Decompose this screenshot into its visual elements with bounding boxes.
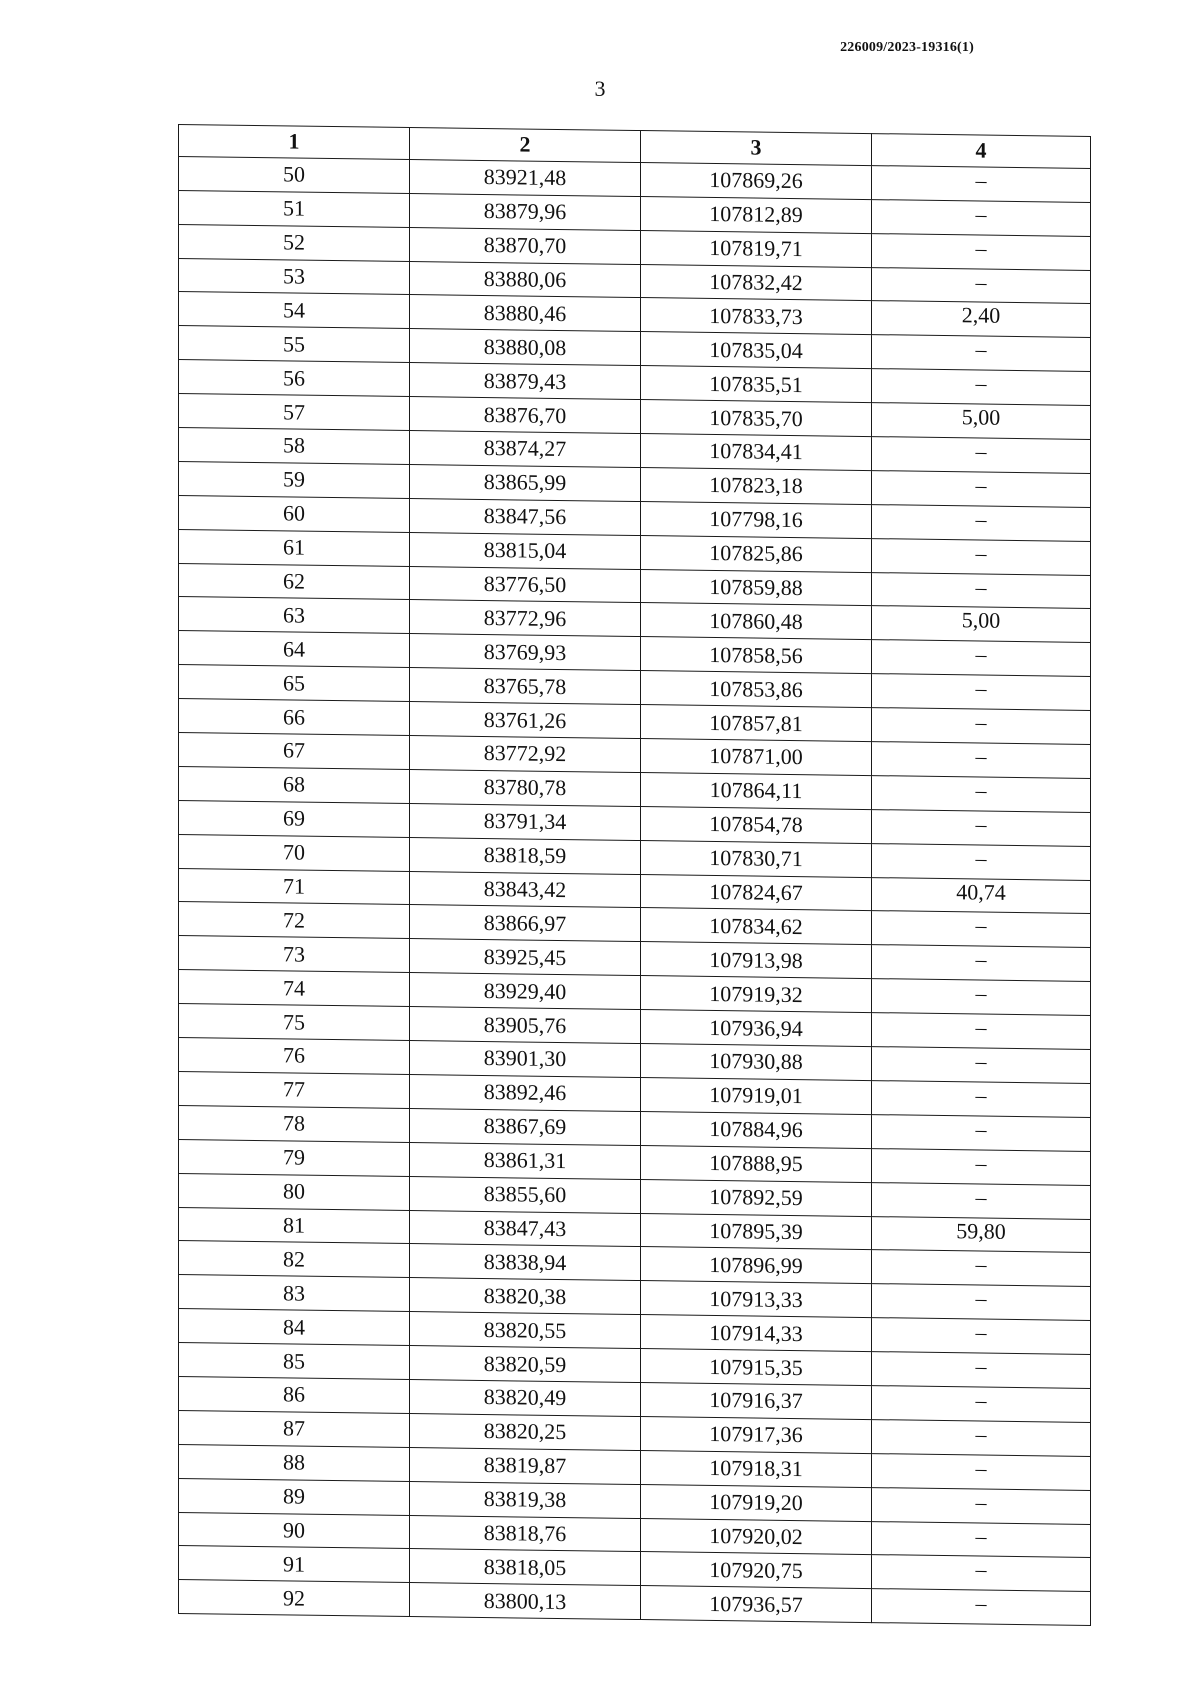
cell-y-coordinate: 107833,73 xyxy=(641,298,872,335)
cell-y-coordinate: 107812,89 xyxy=(641,196,872,233)
cell-point-number: 66 xyxy=(179,699,410,736)
cell-y-coordinate: 107857,81 xyxy=(641,705,872,742)
cell-point-number: 78 xyxy=(179,1105,410,1142)
cell-point-number: 91 xyxy=(179,1546,410,1583)
cell-point-number: 86 xyxy=(179,1376,410,1413)
cell-y-coordinate: 107918,31 xyxy=(641,1450,872,1487)
cell-x-coordinate: 83820,25 xyxy=(410,1413,641,1450)
cell-distance: 2,40 xyxy=(872,301,1091,338)
cell-y-coordinate: 107936,94 xyxy=(641,1010,872,1047)
cell-x-coordinate: 83925,45 xyxy=(410,939,641,976)
cell-point-number: 50 xyxy=(179,156,410,193)
cell-y-coordinate: 107930,88 xyxy=(641,1044,872,1081)
cell-y-coordinate: 107869,26 xyxy=(641,162,872,199)
cell-x-coordinate: 83772,92 xyxy=(410,736,641,773)
cell-point-number: 84 xyxy=(179,1309,410,1346)
cell-point-number: 76 xyxy=(179,1038,410,1075)
cell-point-number: 64 xyxy=(179,631,410,668)
cell-point-number: 68 xyxy=(179,766,410,803)
cell-y-coordinate: 107830,71 xyxy=(641,840,872,877)
cell-distance: – xyxy=(872,1453,1091,1490)
cell-y-coordinate: 107888,95 xyxy=(641,1145,872,1182)
cell-x-coordinate: 83870,70 xyxy=(410,227,641,264)
cell-point-number: 69 xyxy=(179,800,410,837)
cell-distance: – xyxy=(872,1013,1091,1050)
coordinates-table-container xyxy=(178,124,1090,1626)
cell-distance: – xyxy=(872,1182,1091,1219)
cell-distance: 5,00 xyxy=(872,403,1091,440)
header-col-1: 1 xyxy=(179,125,410,160)
cell-x-coordinate: 83838,94 xyxy=(410,1244,641,1281)
cell-y-coordinate: 107824,67 xyxy=(641,874,872,911)
cell-distance: – xyxy=(872,1589,1091,1626)
cell-distance: – xyxy=(872,437,1091,474)
cell-y-coordinate: 107834,41 xyxy=(641,434,872,471)
cell-x-coordinate: 83818,05 xyxy=(410,1549,641,1586)
cell-distance: – xyxy=(872,538,1091,575)
cell-point-number: 51 xyxy=(179,190,410,227)
cell-distance: – xyxy=(872,1284,1091,1321)
cell-point-number: 57 xyxy=(179,394,410,431)
cell-point-number: 60 xyxy=(179,495,410,532)
cell-point-number: 70 xyxy=(179,834,410,871)
cell-distance: 40,74 xyxy=(872,877,1091,914)
cell-point-number: 53 xyxy=(179,258,410,295)
cell-point-number: 75 xyxy=(179,1004,410,1041)
cell-x-coordinate: 83929,40 xyxy=(410,973,641,1010)
cell-distance: – xyxy=(872,1352,1091,1389)
cell-distance: – xyxy=(872,1419,1091,1456)
cell-distance: – xyxy=(872,843,1091,880)
cell-x-coordinate: 83921,48 xyxy=(410,159,641,196)
cell-y-coordinate: 107835,70 xyxy=(641,400,872,437)
cell-x-coordinate: 83847,56 xyxy=(410,498,641,535)
cell-distance: – xyxy=(872,945,1091,982)
cell-point-number: 83 xyxy=(179,1275,410,1312)
cell-x-coordinate: 83819,38 xyxy=(410,1481,641,1518)
cell-x-coordinate: 83819,87 xyxy=(410,1447,641,1484)
cell-distance: – xyxy=(872,267,1091,304)
cell-y-coordinate: 107920,02 xyxy=(641,1518,872,1555)
cell-x-coordinate: 83865,99 xyxy=(410,464,641,501)
cell-distance: – xyxy=(872,640,1091,677)
table-body xyxy=(179,156,1091,1625)
cell-point-number: 92 xyxy=(179,1580,410,1617)
cell-y-coordinate: 107919,20 xyxy=(641,1484,872,1521)
cell-x-coordinate: 83765,78 xyxy=(410,668,641,705)
cell-distance: – xyxy=(872,572,1091,609)
cell-distance: – xyxy=(872,335,1091,372)
cell-point-number: 87 xyxy=(179,1410,410,1447)
cell-y-coordinate: 107871,00 xyxy=(641,739,872,776)
cell-point-number: 89 xyxy=(179,1478,410,1515)
cell-y-coordinate: 107858,56 xyxy=(641,637,872,674)
cell-distance: – xyxy=(872,1487,1091,1524)
cell-distance: – xyxy=(872,1250,1091,1287)
cell-x-coordinate: 83880,46 xyxy=(410,295,641,332)
header-col-2: 2 xyxy=(410,128,641,163)
cell-x-coordinate: 83815,04 xyxy=(410,532,641,569)
cell-distance: – xyxy=(872,1555,1091,1592)
cell-y-coordinate: 107819,71 xyxy=(641,230,872,267)
cell-y-coordinate: 107825,86 xyxy=(641,535,872,572)
cell-y-coordinate: 107919,32 xyxy=(641,976,872,1013)
cell-x-coordinate: 83820,38 xyxy=(410,1278,641,1315)
cell-y-coordinate: 107834,62 xyxy=(641,908,872,945)
cell-x-coordinate: 83901,30 xyxy=(410,1041,641,1078)
cell-point-number: 73 xyxy=(179,936,410,973)
cell-x-coordinate: 83880,06 xyxy=(410,261,641,298)
cell-x-coordinate: 83800,13 xyxy=(410,1583,641,1620)
header-col-3: 3 xyxy=(641,131,872,166)
cell-y-coordinate: 107832,42 xyxy=(641,264,872,301)
cell-x-coordinate: 83772,96 xyxy=(410,600,641,637)
cell-distance: – xyxy=(872,911,1091,948)
cell-point-number: 72 xyxy=(179,902,410,939)
cell-y-coordinate: 107917,36 xyxy=(641,1416,872,1453)
cell-y-coordinate: 107895,39 xyxy=(641,1213,872,1250)
cell-distance: – xyxy=(872,233,1091,270)
cell-x-coordinate: 83818,76 xyxy=(410,1515,641,1552)
cell-point-number: 67 xyxy=(179,733,410,770)
cell-y-coordinate: 107914,33 xyxy=(641,1315,872,1352)
cell-x-coordinate: 83880,08 xyxy=(410,329,641,366)
document-code: 226009/2023-19316(1) xyxy=(840,40,974,55)
cell-x-coordinate: 83776,50 xyxy=(410,566,641,603)
cell-x-coordinate: 83879,96 xyxy=(410,193,641,230)
cell-y-coordinate: 107915,35 xyxy=(641,1349,872,1386)
cell-point-number: 85 xyxy=(179,1343,410,1380)
cell-x-coordinate: 83876,70 xyxy=(410,397,641,434)
cell-distance: – xyxy=(872,165,1091,202)
cell-distance: – xyxy=(872,776,1091,813)
cell-point-number: 54 xyxy=(179,292,410,329)
cell-y-coordinate: 107854,78 xyxy=(641,806,872,843)
cell-point-number: 80 xyxy=(179,1173,410,1210)
cell-x-coordinate: 83780,78 xyxy=(410,769,641,806)
cell-point-number: 52 xyxy=(179,224,410,261)
cell-point-number: 58 xyxy=(179,428,410,465)
cell-x-coordinate: 83791,34 xyxy=(410,803,641,840)
cell-point-number: 81 xyxy=(179,1207,410,1244)
cell-x-coordinate: 83861,31 xyxy=(410,1142,641,1179)
cell-point-number: 62 xyxy=(179,563,410,600)
cell-y-coordinate: 107884,96 xyxy=(641,1111,872,1148)
cell-x-coordinate: 83820,55 xyxy=(410,1312,641,1349)
cell-point-number: 82 xyxy=(179,1241,410,1278)
cell-y-coordinate: 107853,86 xyxy=(641,671,872,708)
header-col-4: 4 xyxy=(872,134,1091,169)
cell-distance: – xyxy=(872,742,1091,779)
cell-y-coordinate: 107835,51 xyxy=(641,366,872,403)
cell-x-coordinate: 83820,49 xyxy=(410,1379,641,1416)
cell-y-coordinate: 107919,01 xyxy=(641,1077,872,1114)
cell-distance: – xyxy=(872,1521,1091,1558)
cell-y-coordinate: 107920,75 xyxy=(641,1552,872,1589)
cell-y-coordinate: 107864,11 xyxy=(641,772,872,809)
cell-point-number: 61 xyxy=(179,529,410,566)
cell-x-coordinate: 83892,46 xyxy=(410,1074,641,1111)
cell-x-coordinate: 83867,69 xyxy=(410,1108,641,1145)
coordinates-table xyxy=(178,124,1091,1626)
cell-distance: 5,00 xyxy=(872,606,1091,643)
cell-point-number: 88 xyxy=(179,1444,410,1481)
page-number: 3 xyxy=(594,76,606,101)
cell-distance: – xyxy=(872,1047,1091,1084)
cell-x-coordinate: 83769,93 xyxy=(410,634,641,671)
cell-distance: – xyxy=(872,809,1091,846)
cell-distance: – xyxy=(872,979,1091,1016)
cell-point-number: 71 xyxy=(179,868,410,905)
cell-point-number: 56 xyxy=(179,360,410,397)
cell-x-coordinate: 83855,60 xyxy=(410,1176,641,1213)
cell-x-coordinate: 83874,27 xyxy=(410,431,641,468)
cell-distance: – xyxy=(872,1148,1091,1185)
cell-x-coordinate: 83905,76 xyxy=(410,1007,641,1044)
cell-distance: – xyxy=(872,708,1091,745)
cell-point-number: 90 xyxy=(179,1512,410,1549)
cell-x-coordinate: 83761,26 xyxy=(410,702,641,739)
cell-distance: 59,80 xyxy=(872,1216,1091,1253)
cell-y-coordinate: 107896,99 xyxy=(641,1247,872,1284)
cell-y-coordinate: 107798,16 xyxy=(641,501,872,538)
cell-y-coordinate: 107835,04 xyxy=(641,332,872,369)
cell-distance: – xyxy=(872,1114,1091,1151)
cell-x-coordinate: 83879,43 xyxy=(410,363,641,400)
cell-y-coordinate: 107916,37 xyxy=(641,1383,872,1420)
cell-y-coordinate: 107859,88 xyxy=(641,569,872,606)
cell-y-coordinate: 107936,57 xyxy=(641,1586,872,1623)
cell-distance: – xyxy=(872,674,1091,711)
cell-point-number: 74 xyxy=(179,970,410,1007)
cell-x-coordinate: 83843,42 xyxy=(410,871,641,908)
cell-distance: – xyxy=(872,504,1091,541)
cell-distance: – xyxy=(872,470,1091,507)
cell-point-number: 55 xyxy=(179,326,410,363)
cell-y-coordinate: 107860,48 xyxy=(641,603,872,640)
cell-distance: – xyxy=(872,369,1091,406)
cell-y-coordinate: 107892,59 xyxy=(641,1179,872,1216)
cell-x-coordinate: 83866,97 xyxy=(410,905,641,942)
cell-y-coordinate: 107823,18 xyxy=(641,467,872,504)
cell-distance: – xyxy=(872,1318,1091,1355)
cell-x-coordinate: 83847,43 xyxy=(410,1210,641,1247)
cell-point-number: 59 xyxy=(179,461,410,498)
cell-y-coordinate: 107913,98 xyxy=(641,942,872,979)
cell-point-number: 63 xyxy=(179,597,410,634)
cell-y-coordinate: 107913,33 xyxy=(641,1281,872,1318)
cell-point-number: 65 xyxy=(179,665,410,702)
cell-point-number: 77 xyxy=(179,1071,410,1108)
cell-point-number: 79 xyxy=(179,1139,410,1176)
cell-distance: – xyxy=(872,199,1091,236)
cell-distance: – xyxy=(872,1386,1091,1423)
cell-x-coordinate: 83818,59 xyxy=(410,837,641,874)
cell-x-coordinate: 83820,59 xyxy=(410,1346,641,1383)
cell-distance: – xyxy=(872,1081,1091,1118)
